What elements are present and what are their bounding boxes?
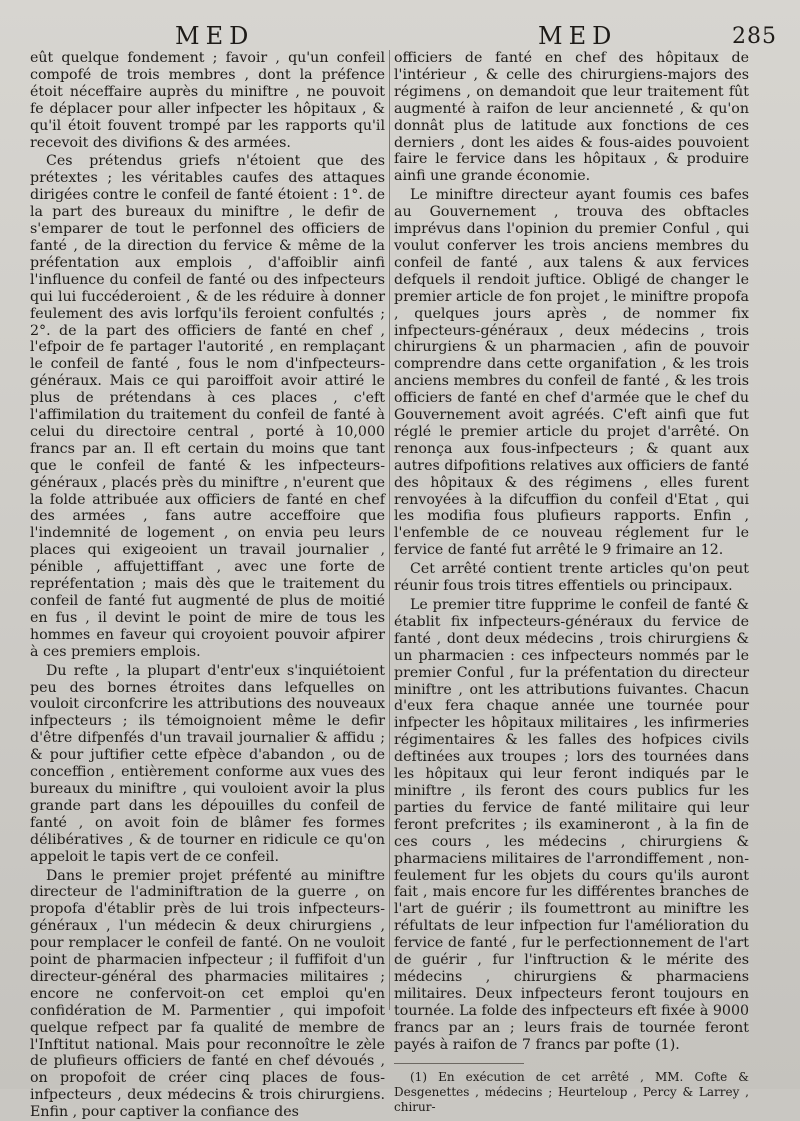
footnote-rule: [394, 1063, 524, 1064]
paragraph: officiers de fanté en chef des hôpitaux de l'intérieur , & celle des chirurgiens-majors des régimens , on demandoit que leur traitement fût augmenté à raifon de leur ancienneté , & qu'on donnât plus de latitude aux fonctions de ces derniers , dont les aides & fous-aides pouvoient faire le fervice dans les hôpitaux , & produire ainfi une grande économie.: [394, 50, 749, 185]
left-column: [30, 50, 385, 1121]
footnote: (1) En exécution de cet arrêté , MM. Cofte & Desgenettes , médecins ; Heurteloup , Percy & Larrey , chirur-: [394, 1070, 749, 1115]
running-header: [30, 18, 776, 54]
right-column: [394, 50, 749, 1115]
paragraph: Ces prétendus griefs n'étoient que des prétextes ; les véritables caufes des attaques dirigées contre le confeil de fanté étoient : 1°. de la part des bureaux du miniftre , le defir de s'emparer de tout le perfonnel des officiers de fanté , de la direction du fervice & même de la préfentation aux emplois , d'affoiblir ainfi l'influence du confeil de fanté ou des infpecteurs qui lui fuccéderoient , & de les réduire à donner feulement des avis lorfqu'ils feroient confultés ; 2°. de la part des officiers de fanté en chef , l'efpoir de fe partager l'autorité , en remplaçant le confeil de fanté , fous le nom d'infpecteurs-généraux. Mais ce qui paroiffoit avoir attiré le plus de prétendans à ces places , c'eft l'affimilation du traitement du confeil de fanté à celui du directoire central , porté à 10,000 francs par an. Il eft certain du moins que tant que le confeil de fanté & les infpecteurs-généraux , placés près du miniftre , n'eurent que la folde attribuée aux officiers de fanté en chef des armées , fans autre acceffoire que l'indemnité de logement , on envia peu leurs places qui exigeoient un travail journalier , pénible , affujettiffant , avec une forte de repréfentation ; mais dès que le traitement du confeil de fanté fut augmenté de plus de moitié en fus , il devint le point de mire de tous les hommes en faveur qui croyoient pouvoir afpirer à ces premiers emplois.: [30, 153, 385, 660]
header-right-title: MED: [538, 22, 617, 50]
paragraph: Cet arrêté contient trente articles qu'on peut réunir fous trois titres effentiels ou principaux.: [394, 561, 749, 595]
paragraph: Le premier titre fupprime le confeil de fanté & établit fix infpecteurs-généraux du fervice de fanté , dont deux médecins , trois chirurgiens & un pharmacien : ces infpecteurs nommés par le premier Conful , fur la préfentation du directeur miniftre , ont les attributions fuivantes. Chacun d'eux fera chaque année une tournée pour infpecter les hôpitaux militaires , les infirmeries régimentaires & les falles des hofpices civils deftinées aux troupes ; lors des tournées dans les hôpitaux qui leur feront indiqués par le miniftre , ils feront des cours publics fur les parties du fervice de fanté militaire qui leur feront prefcrites ; ils examineront , à la fin de ces cours , les médecins , chirurgiens & pharmaciens militaires de l'arrondiffement , non-feulement fur les objets du cours qu'ils auront fait , mais encore fur les différentes branches de l'art de guérir ; ils foumettront au miniftre les réfultats de leur infpection fur l'amélioration du fervice de fanté , fur le perfectionnement de l'art de guérir , fur l'inftruction & le mérite des médecins , chirurgiens & pharmaciens militaires. Deux infpecteurs feront toujours en tournée. La folde des infpecteurs eft fixée à 9000 francs par an ; leurs frais de tournée feront payés à raifon de 7 francs par pofte (1).: [394, 597, 749, 1053]
paragraph: Le miniftre directeur ayant foumis ces bafes au Gouvernement , trouva des obftacles imprévus dans l'opinion du premier Conful , qui voulut conferver les trois anciens membres du confeil de fanté , aux talens & aux fervices defquels il rendoit juftice. Obligé de changer le premier article de fon projet , le miniftre propofa , quelques jours après , de nommer fix infpecteurs-généraux , deux médecins , trois chirurgiens & un pharmacien , afin de pouvoir comprendre dans cette organifation , & les trois anciens membres du confeil de fanté , & les trois officiers de fanté en chef d'armée que le chef du Gouvernement avoit agréés. C'eft ainfi que fut réglé le premier article du projet d'arrêté. On renonça aux fous-infpecteurs ; & quant aux autres difpofitions relatives aux officiers de fanté des hôpitaux & des régimens , elles furent renvoyées à la difcuffion du confeil d'Etat , qui les modifia fous plufieurs rapports. Enfin , l'enfemble de ce nouveau réglement fur le fervice de fanté fut arrêté le 9 frimaire an 12.: [394, 187, 749, 559]
page-number: 285: [732, 24, 777, 49]
paragraph: eût quelque fondement ; favoir , qu'un confeil compofé de trois membres , dont la préfence étoit néceffaire auprès du miniftre , ne pouvoit fe déplacer pour aller infpecter les hôpitaux , & qu'il étoit fouvent trompé par les rapports qu'il recevoit des divifions & des armées.: [30, 50, 385, 151]
paragraph: Du refte , la plupart d'entr'eux s'inquiétoient peu des bornes étroites dans lefquelles on vouloit circonfcrire les attributions des nouveaux infpecteurs ; ils témoignoient même le defir d'être difpenfés d'un travail journalier & affidu ; & pour juftifier cette efpèce d'abandon , ou de conceffion , entièrement conforme aux vues des bureaux du miniftre , qui vouloient avoir la plus grande part dans les dépouilles du confeil de fanté , on avoit foin de blâmer fes formes délibératives , & de tourner en ridicule ce qu'on appeloit le tapis vert de ce confeil.: [30, 663, 385, 866]
text-columns: [30, 50, 776, 1080]
column-divider: [389, 50, 390, 1010]
header-left-title: MED: [175, 22, 254, 50]
paragraph: Dans le premier projet préfenté au miniftre directeur de l'adminiftration de la guerre , on propofa d'établir près de lui trois infpecteurs-généraux , l'un médecin & deux chirurgiens , pour remplacer le confeil de fanté. On ne vouloit point de pharmacien infpecteur ; il fuffifoit d'un directeur-général des pharmacies militaires ; encore ne confervoit-on cet emploi qu'en confidération de M. Parmentier , qui impofoit quelque refpect par fa qualité de membre de l'Inftitut national. Mais pour reconnoître le zèle de plufieurs officiers de fanté en chef dévoués , on propofoit de créer cinq places de fous-infpecteurs , deux médecins & trois chirurgiens. Enfin , pour captiver la confiance des: [30, 868, 385, 1121]
